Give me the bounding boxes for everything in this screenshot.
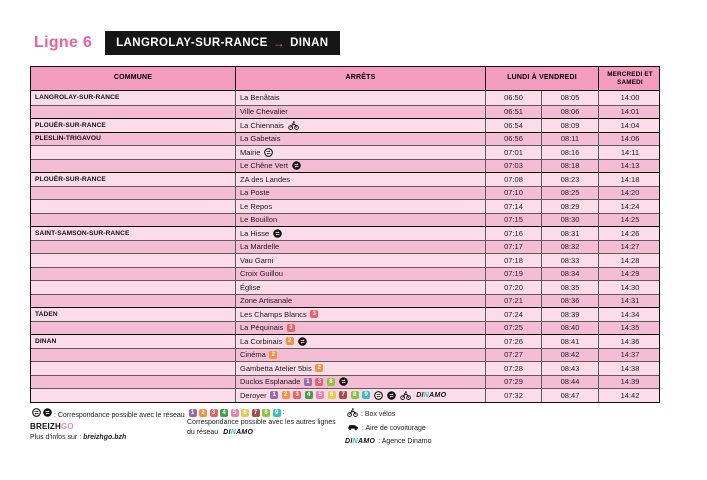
commune-cell [31,146,236,159]
legend-car-row [345,423,535,435]
breizhgo-logo [30,422,74,431]
line-badge: 3 [315,378,323,386]
legend-agency-label: : Agence Dinamo [378,438,432,446]
line-badge: 7 [252,409,260,417]
stop-name: Croix Guillou [240,269,283,279]
stop-name: Duclos Esplanade [240,377,301,387]
table-row [31,294,659,308]
dinamo-logo [345,437,375,447]
stop-name: La Benâtais [240,93,280,103]
commune-cell [31,106,236,119]
table-row [31,172,659,186]
breizhgo-light-icon [374,391,383,400]
stop-cell [236,308,486,321]
breizhgo-dark-icon [339,377,348,386]
time-cell: 08:34 [542,268,599,281]
commune-cell [31,376,236,389]
time-cell: 08:25 [542,187,599,200]
commune-cell [31,160,236,173]
legend-agency-row [345,437,535,447]
stop-name: La Chiennais [240,120,284,130]
stop-cell [236,254,486,267]
commune-cell [31,200,236,213]
dinamo-logo-n: N [230,429,237,437]
commune-cell: SAINT-SAMSON-SUR-RANCE [31,227,236,240]
commune-cell: PLOUËR-SUR-RANCE [31,173,236,186]
legend-bike-row [345,408,535,421]
stop-cell [236,322,486,335]
time-cell: 14:04 [620,120,640,130]
time-cell: 07:25 [486,322,542,335]
legend-breizhgo-text: Correspondance possible avec le réseau [57,412,185,419]
time-cell: 14:06 [620,134,640,144]
time-cell: 14:29 [620,269,640,279]
line-badge: 8 [327,378,335,386]
stop-cell [236,376,486,389]
column-header-lundi-vendredi: LUNDI À VENDREDI [486,67,599,90]
legend-colon: : [280,409,285,416]
line-badge: 8 [262,409,270,417]
dinamo-logo-amo: AMO [429,391,447,399]
time-cell: 14:00 [620,93,640,103]
time-cell: 07:24 [486,308,542,321]
info-prefix: Plus d'infos sur : [30,434,84,442]
legend-lines-block [187,408,345,449]
table-row [31,132,659,146]
line-badge: 2 [315,364,323,372]
time-cell: 14:35 [620,323,640,333]
breizhgo-site-link[interactable]: breizhgo.bzh [83,434,127,442]
table-row [31,321,659,335]
bike-icon [288,121,299,130]
line-badge: 5 [231,409,239,417]
breizhgo-dark-icon [273,229,282,238]
time-cell: 08:40 [542,322,599,335]
time-cell: 07:32 [486,389,542,402]
table-row [31,186,659,200]
time-cell: 06:51 [486,106,542,119]
commune-cell [31,241,236,254]
line-badge: 3 [210,409,218,417]
line-badge: 2 [282,391,290,399]
stop-cell [236,241,486,254]
line-badge: 1 [304,378,312,386]
dinamo-logo-amo: AMO [236,429,254,437]
table-row [31,105,659,119]
stop-cell [236,173,486,186]
dinamo-logo-di: DI [345,438,353,446]
table-row [31,213,659,227]
stop-name: Église [240,282,261,292]
table-row [31,159,659,173]
stop-cell [236,187,486,200]
commune-cell [31,295,236,308]
time-cell: 14:26 [620,228,640,238]
legend-breizhgo-info [30,433,187,443]
time-cell: 06:56 [486,133,542,146]
stop-name: La Corbinais [240,336,283,346]
time-cell: 08:18 [542,160,599,173]
table-row [31,280,659,294]
legend-colon: : [52,412,56,419]
stop-cell [236,227,486,240]
time-cell: 07:18 [486,254,542,267]
dinamo-logo-di: DI [416,391,424,399]
carpool-icon [345,423,359,435]
line-badge: 3 [310,310,318,318]
time-cell: 08:44 [542,376,599,389]
table-row [31,118,659,132]
time-cell: 14:36 [620,336,640,346]
stop-cell [236,268,486,281]
time-cell: 14:31 [620,296,640,306]
stop-name: La Gabetais [240,134,281,144]
line-badge: 2 [286,337,294,345]
time-cell: 08:36 [542,295,599,308]
time-cell: 07:17 [486,241,542,254]
table-row [31,253,659,267]
breizhgo-dark-icon [292,161,301,170]
legend-lines-text: Correspondance possible avec les autres lignes du réseau [187,419,336,437]
stop-cell [236,133,486,146]
table-row [31,145,659,159]
line-badge: 6 [241,409,249,417]
dinamo-logo [416,392,446,399]
line-badge: 2 [269,351,277,359]
dinamo-logo-amo: AMO [357,438,376,446]
line-badge: 3 [287,324,295,332]
time-cell: 07:10 [486,187,542,200]
stop-name: Le Chêne Vert [240,161,288,171]
commune-cell [31,214,236,227]
commune-cell [31,187,236,200]
breizhgo-logo-go: GO [60,422,74,432]
time-cell: 07:26 [486,335,542,348]
commune-cell: LANGROLAY-SUR-RANCE [31,91,236,105]
stop-cell [236,281,486,294]
time-cell: 06:50 [486,91,542,105]
time-cell: 08:11 [542,133,599,146]
legend-car-label: : Aire de covoiturage [362,425,426,433]
time-cell: 08:35 [542,281,599,294]
route-banner [105,31,339,55]
table-header-row [31,67,659,91]
time-cell: 14:42 [620,390,640,400]
line-badge: 6 [328,391,336,399]
table-row [31,348,659,362]
time-cell: 14:20 [620,188,640,198]
time-cell: 07:08 [486,173,542,186]
stop-cell [236,160,486,173]
time-cell: 07:27 [486,349,542,362]
breizhgo-logo-main: BREIZH [30,422,61,432]
stop-name: Mairie [240,147,261,157]
time-cell: 08:05 [542,91,599,105]
stop-name: Le Repos [240,201,273,211]
commune-cell [31,349,236,362]
car-icon [347,423,359,431]
time-cell: 14:18 [620,174,640,184]
time-cell: 08:16 [542,146,599,159]
line-badge: 9 [362,391,370,399]
table-row [31,91,659,105]
commune-cell: TADEN [31,308,236,321]
stop-cell [236,91,486,105]
time-cell: 08:41 [542,335,599,348]
stop-cell [236,119,486,132]
table-body [31,91,659,402]
stop-name: La Péquinais [240,323,284,333]
time-cell: 14:30 [620,282,640,292]
route-destination: DINAN [290,37,329,49]
time-cell: 14:39 [620,377,640,387]
stop-cell [236,106,486,119]
time-cell: 08:42 [542,349,599,362]
table-row [31,240,659,254]
stop-name: Les Champs Blancs [240,309,307,319]
time-cell: 14:28 [620,255,640,265]
time-cell: 08:39 [542,308,599,321]
line-badge: 9 [273,409,281,417]
time-cell: 14:11 [620,147,640,157]
stop-cell [236,335,486,348]
stop-name: Gambetta Atelier 5bis [240,363,312,373]
stop-name: La Hisse [240,228,270,238]
stop-name: Zone Artisanale [240,296,293,306]
time-cell: 14:24 [620,201,640,211]
bike-icon [347,408,358,417]
bike-icon [345,408,358,421]
time-cell: 07:03 [486,160,542,173]
commune-cell [31,362,236,375]
stop-name: Le Bouillon [240,215,278,225]
stop-cell [236,200,486,213]
stop-name: La Mardelle [240,242,280,252]
breizhgo-icons [30,412,52,419]
time-cell: 14:27 [620,242,640,252]
breizhgo-light-icon [264,148,273,157]
stop-cell [236,389,486,402]
table-row [31,375,659,389]
legend-breizhgo-block [30,408,187,449]
dinamo-logo [223,429,253,436]
breizhgo-light-icon [32,408,41,417]
table-row [31,361,659,375]
legend-lines-text-wrap [187,418,345,438]
time-cell: 08:06 [542,106,599,119]
legend-icons-block [345,408,535,449]
column-header-arrets: ARRÊTS [236,67,486,90]
commune-cell: PLESLIN-TRIGAVOU [31,133,236,146]
commune-cell: DINAN [31,335,236,348]
commune-cell [31,281,236,294]
dinamo-logo-n: N [423,391,430,399]
time-cell: 08:30 [542,214,599,227]
line-badge: 5 [316,391,324,399]
breizhgo-dark-icon [387,391,396,400]
line-badge: 1 [270,391,278,399]
stop-cell [236,146,486,159]
time-cell: 08:33 [542,254,599,267]
table-row [31,199,659,213]
table-row [31,226,659,240]
line-number-label: Ligne 6 [34,34,93,51]
time-cell: 14:34 [620,309,640,319]
line-number-badges [187,409,281,417]
stop-name: La Poste [240,188,270,198]
dinamo-logo-di: DI [223,429,231,437]
time-cell: 08:47 [542,389,599,402]
time-cell: 07:14 [486,200,542,213]
time-cell: 07:15 [486,214,542,227]
time-cell: 14:01 [620,107,640,117]
line-badge: 4 [305,391,313,399]
line-badge: 3 [293,391,301,399]
commune-cell [31,268,236,281]
stop-cell [236,214,486,227]
timetable [30,66,660,403]
time-cell: 07:01 [486,146,542,159]
time-cell: 08:43 [542,362,599,375]
stop-name: ZA des Landes [240,174,291,184]
line-badge: 4 [220,409,228,417]
column-header-commune: COMMUNE [31,67,236,90]
line-badge: 8 [351,391,359,399]
bike-icon [400,391,411,400]
stop-name: Ville Chevalier [240,107,288,117]
time-cell: 08:32 [542,241,599,254]
time-cell: 08:23 [542,173,599,186]
line-badge: 2 [199,409,207,417]
breizhgo-dark-icon [43,408,52,417]
commune-cell [31,322,236,335]
time-cell: 07:28 [486,362,542,375]
time-cell: 07:21 [486,295,542,308]
commune-cell: PLOUËR-SUR-RANCE [31,119,236,132]
stop-cell [236,362,486,375]
time-cell: 07:19 [486,268,542,281]
time-cell: 08:29 [542,200,599,213]
route-arrow-icon: → [272,36,286,50]
page-header [34,31,340,55]
stop-cell [236,349,486,362]
stop-cell [236,295,486,308]
legend [30,408,685,449]
commune-cell [31,254,236,267]
column-header-mercredi-samedi: MERCREDI ET SAMEDI [607,71,653,86]
time-cell: 08:09 [542,119,599,132]
line-badge: 1 [189,409,197,417]
stop-name: Cinéma [240,350,266,360]
time-cell: 08:31 [542,227,599,240]
time-cell: 07:16 [486,227,542,240]
line-badge: 7 [339,391,347,399]
time-cell: 14:38 [620,363,640,373]
time-cell: 06:54 [486,119,542,132]
route-origin: LANGROLAY-SUR-RANCE [116,37,268,49]
time-cell: 14:13 [620,161,640,171]
dinamo-logo-n: N [352,438,358,446]
stop-name: Vau Garni [240,255,274,265]
breizhgo-dark-icon [298,337,307,346]
table-row [31,334,659,348]
time-cell: 07:29 [486,376,542,389]
stop-name: Deroyer [240,390,267,400]
table-row [31,388,659,402]
legend-bike-label: : Box vélos [361,410,396,418]
time-cell: 14:37 [620,350,640,360]
table-row [31,307,659,321]
commune-cell [31,389,236,402]
table-row [31,267,659,281]
time-cell: 14:25 [620,215,640,225]
time-cell: 07:20 [486,281,542,294]
